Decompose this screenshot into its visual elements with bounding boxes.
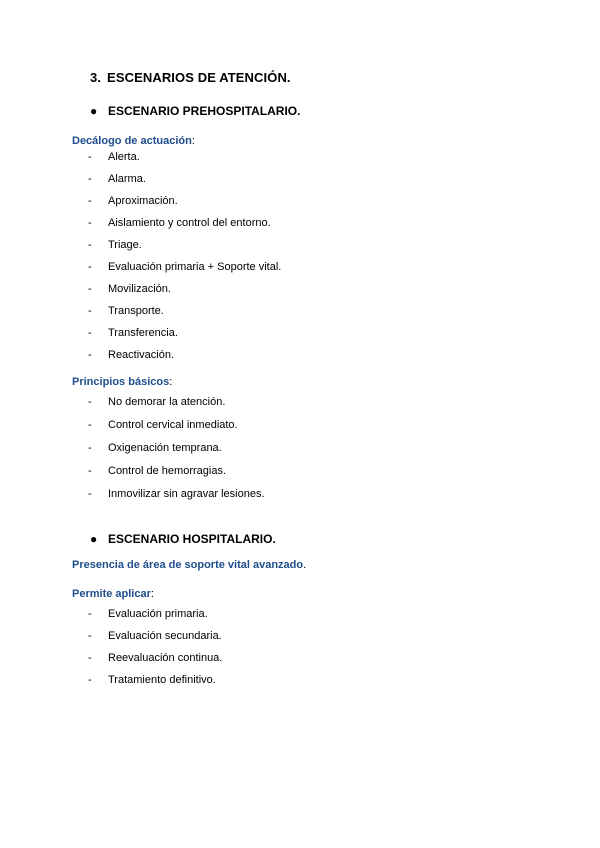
- dash-marker: -: [88, 488, 92, 500]
- bullet-icon: ●: [90, 532, 98, 546]
- list-item-text: Movilización.: [108, 283, 171, 295]
- presencia-period: .: [303, 559, 307, 571]
- dash-marker: -: [88, 305, 92, 317]
- list-item: [88, 194, 281, 216]
- list-item-text: No demorar la atención.: [108, 396, 226, 408]
- dash-marker: -: [88, 195, 92, 207]
- list-item: [88, 216, 281, 238]
- section-title: ESCENARIOS DE ATENCIÓN.: [107, 70, 291, 85]
- list-item-text: Reevaluación continua.: [108, 652, 223, 664]
- decalogo-list: [88, 150, 281, 370]
- list-item: [88, 418, 265, 441]
- list-item: [88, 348, 281, 370]
- bullet-icon: ●: [90, 104, 98, 118]
- prehospital-heading: [90, 104, 300, 118]
- dash-marker: -: [88, 173, 92, 185]
- principios-colon: :: [169, 376, 173, 388]
- permite-heading: [72, 588, 154, 600]
- hospital-title: ESCENARIO HOSPITALARIO.: [108, 532, 276, 546]
- list-item-text: Alarma.: [108, 173, 146, 185]
- list-item: [88, 441, 265, 464]
- dash-marker: -: [88, 283, 92, 295]
- list-item-text: Transferencia.: [108, 327, 178, 339]
- dash-marker: -: [88, 419, 92, 431]
- list-item: [88, 260, 281, 282]
- list-item: [88, 464, 265, 487]
- list-item: [88, 673, 222, 695]
- list-item: [88, 607, 222, 629]
- list-item-text: Aislamiento y control del entorno.: [108, 217, 271, 229]
- list-item-text: Evaluación primaria.: [108, 608, 208, 620]
- hospital-heading: [90, 532, 276, 546]
- list-item: [88, 487, 265, 510]
- dash-marker: -: [88, 442, 92, 454]
- prehospital-title: ESCENARIO PREHOSPITALARIO.: [108, 104, 301, 118]
- list-item-text: Transporte.: [108, 305, 164, 317]
- list-item: [88, 238, 281, 260]
- dash-marker: -: [88, 630, 92, 642]
- list-item-text: Aproximación.: [108, 195, 178, 207]
- list-item-text: Evaluación primaria + Soporte vital.: [108, 261, 282, 273]
- section-heading: [90, 70, 291, 85]
- dash-marker: -: [88, 608, 92, 620]
- dash-marker: -: [88, 261, 92, 273]
- list-item-text: Reactivación.: [108, 349, 175, 361]
- decalogo-label: Decálogo de actuación: [72, 135, 192, 147]
- dash-marker: -: [88, 396, 92, 408]
- list-item: [88, 395, 265, 418]
- dash-marker: -: [88, 349, 92, 361]
- list-item-text: Evaluación secundaria.: [108, 630, 222, 642]
- list-item-text: Triage.: [108, 239, 142, 251]
- dash-marker: -: [88, 465, 92, 477]
- list-item: [88, 304, 281, 326]
- list-item: [88, 629, 222, 651]
- list-item-text: Control cervical inmediato.: [108, 419, 238, 431]
- permite-list: [88, 607, 222, 695]
- dash-marker: -: [88, 327, 92, 339]
- principios-heading: [72, 376, 172, 388]
- dash-marker: -: [88, 674, 92, 686]
- list-item-text: Control de hemorragias.: [108, 465, 227, 477]
- section-number: 3.: [90, 70, 102, 85]
- list-item-text: Alerta.: [108, 151, 140, 163]
- dash-marker: -: [88, 239, 92, 251]
- list-item: [88, 282, 281, 304]
- list-item-text: Oxigenación temprana.: [108, 442, 222, 454]
- dash-marker: -: [88, 652, 92, 664]
- list-item: [88, 326, 281, 348]
- decalogo-colon: :: [191, 135, 195, 147]
- list-item: [88, 150, 281, 172]
- dash-marker: -: [88, 151, 92, 163]
- list-item-text: Inmovilizar sin agravar lesiones.: [108, 488, 265, 500]
- list-item-text: Tratamiento definitivo.: [108, 674, 216, 686]
- principios-label: Principios básicos: [72, 376, 170, 388]
- list-item: [88, 651, 222, 673]
- principios-list: [88, 395, 265, 510]
- list-item: [88, 172, 281, 194]
- presencia-line: [72, 559, 306, 571]
- dash-marker: -: [88, 217, 92, 229]
- presencia-label: Presencia de área de soporte vital avanzado: [72, 559, 304, 571]
- decalogo-heading: [72, 135, 195, 147]
- permite-colon: :: [150, 588, 154, 600]
- permite-label: Permite aplicar: [72, 588, 151, 600]
